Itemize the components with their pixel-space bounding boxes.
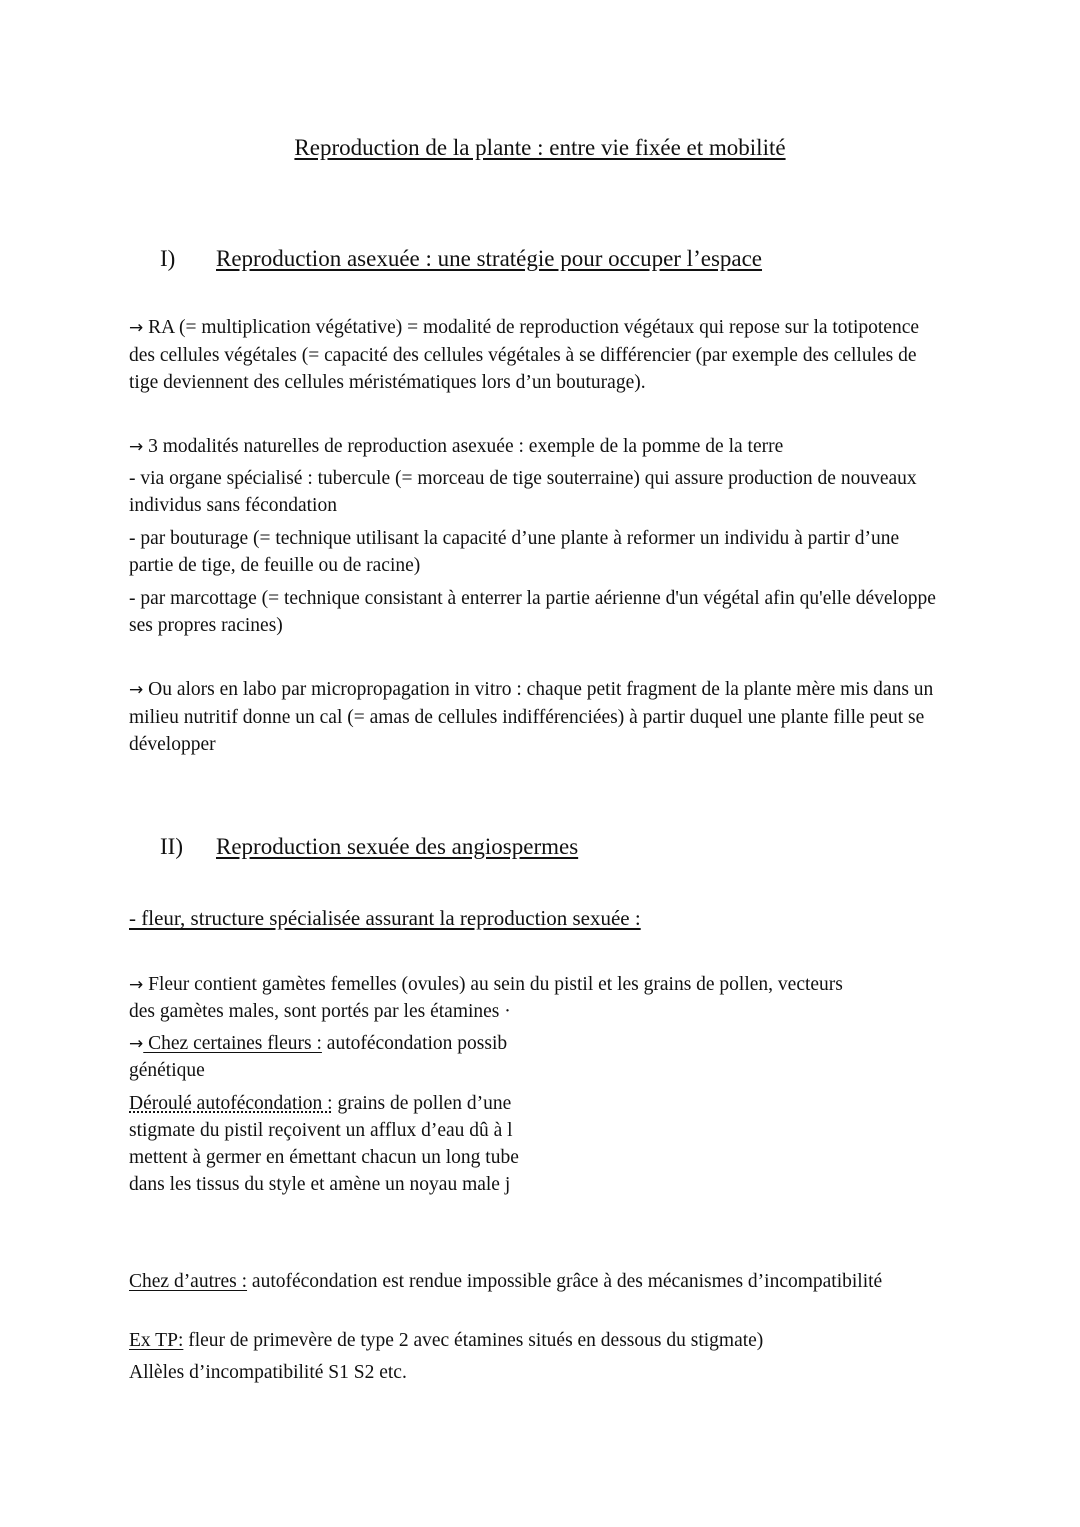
section-1-heading bbox=[160, 246, 762, 272]
paragraph-incompatibilite: Chez d’autres : autofécondation est rendue impossible grâce à des mécanismes d’incompatibilité bbox=[129, 1271, 883, 1292]
section-1-title: Reproduction asexuée : une stratégie pour occuper l’espace bbox=[216, 246, 763, 271]
list-item-bouturage: - par bouturage (= technique utilisant la capacité d’une plante à reformer un individu à partir d’une partie de tige, de feuille ou de racine) bbox=[129, 528, 900, 576]
deroule-line-3: mettent à germer en émettant chacun un long tube bbox=[129, 1147, 519, 1168]
paragraph-ra-definition: → RA (= multiplication végétative) = modalité de reproduction végétaux qui repose sur la totipotence des cellules végétales (= capacité des cellules végétales à se différencier (par exemple des cellules de tige deviennent des cellules méristématiques lors d’un bouturage). bbox=[129, 317, 920, 393]
example-tp-line: Ex TP: fleur de primevère de type 2 avec étamines situés en dessous du stigmate) bbox=[129, 1330, 764, 1351]
certaines-fleurs-line-1: → Chez certaines fleurs : autofécondation possib bbox=[129, 1033, 508, 1054]
subheading-fleur: - fleur, structure spécialisée assurant la reproduction sexuée : bbox=[129, 906, 641, 930]
list-item-tubercule: - via organe spécialisé : tubercule (= morceau de tige souterraine) qui assure production de nouveaux individus sans fécondation bbox=[129, 468, 917, 516]
section-2-heading bbox=[160, 834, 578, 860]
section-2-number: II) bbox=[160, 834, 183, 859]
alleles-line: Allèles d’incompatibilité S1 S2 etc. bbox=[129, 1362, 407, 1383]
arrow-icon: → bbox=[129, 680, 144, 700]
deroule-line-2: stigmate du pistil reçoivent un afflux d’eau dû à l bbox=[129, 1120, 513, 1141]
fleur-line-2: des gamètes males, sont portés par les étamines · bbox=[129, 1001, 511, 1022]
certaines-fleurs-line-2: génétique bbox=[129, 1060, 205, 1081]
paragraph-natural-modalities: → 3 modalités naturelles de reproduction asexuée : exemple de la pomme de la terre bbox=[129, 436, 784, 457]
deroule-line-1: Déroulé autofécondation : grains de pollen d’une bbox=[129, 1093, 512, 1114]
section-1-number: I) bbox=[160, 246, 176, 271]
fleur-line-1: → Fleur contient gamètes femelles (ovules) au sein du pistil et les grains de pollen, vecteurs bbox=[129, 974, 843, 995]
paragraph-micropropagation: → Ou alors en labo par micropropagation in vitro : chaque petit fragment de la plante mère mis dans un milieu nutritif donne un cal (= amas de cellules indifférenciées) à partir duquel une plante fille peut se développer bbox=[129, 679, 934, 755]
page-title: Reproduction de la plante : entre vie fixée et mobilité bbox=[294, 135, 786, 160]
list-item-marcottage: - par marcottage (= technique consistant à enterrer la partie aérienne d'un végétal afin qu'elle développe ses propres racines) bbox=[129, 588, 936, 636]
truncated-text-block bbox=[129, 1030, 553, 1198]
arrow-icon: → bbox=[129, 437, 144, 457]
arrow-icon: → bbox=[129, 1034, 144, 1054]
arrow-icon: → bbox=[129, 975, 144, 995]
section-2-title: Reproduction sexuée des angiospermes bbox=[216, 834, 579, 859]
arrow-icon: → bbox=[129, 318, 144, 338]
deroule-line-4: dans les tissus du style et amène un noyau male j bbox=[129, 1174, 511, 1195]
